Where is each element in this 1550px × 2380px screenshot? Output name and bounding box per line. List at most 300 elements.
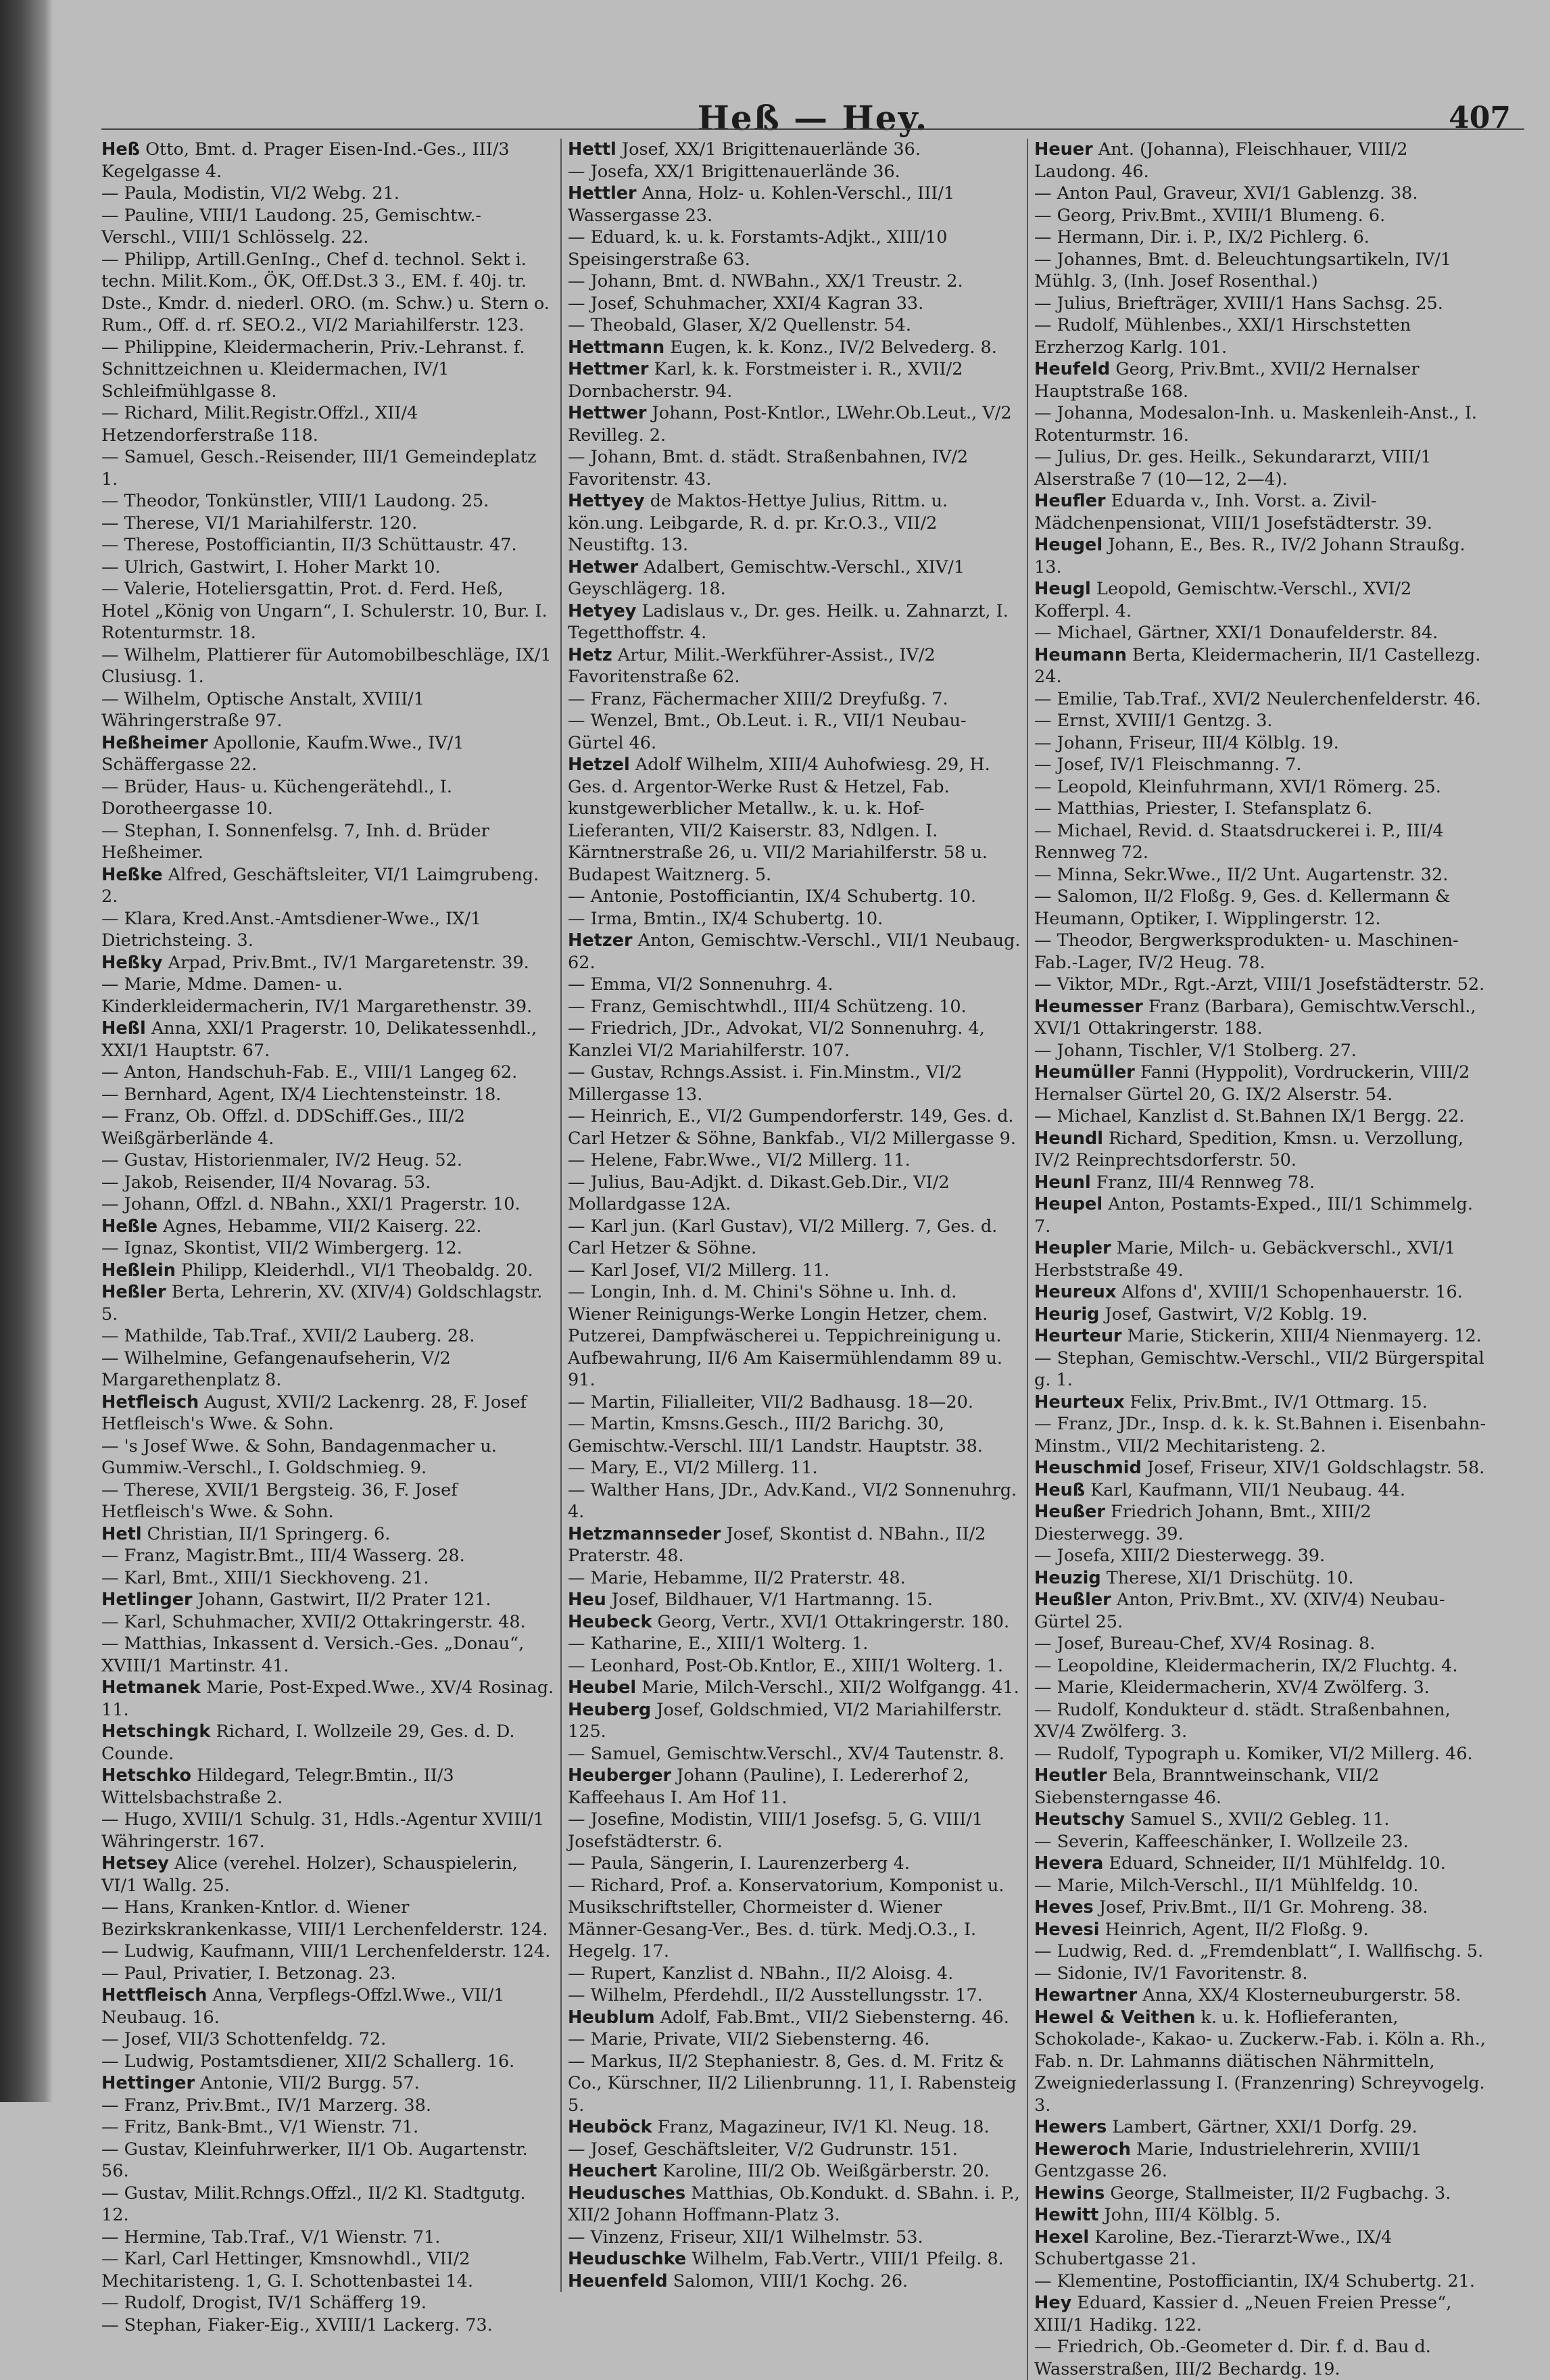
entry-text: — Karl, Carl Hettinger, Kmsnowhdl., VII/2 Mechitaristeng. 1, G. I. Schottenbastei 14. — [101, 2249, 473, 2291]
directory-entry — [101, 183, 554, 205]
entry-text: Anna, Holz- u. Kohlen-Verschl., III/1 Wassergasse 23. — [568, 183, 955, 226]
entry-text: — Josefine, Modistin, VIII/1 Josefsg. 5, G. VIII/1 Josefstädterstr. 6. — [568, 1809, 984, 1852]
directory-entry — [1034, 1677, 1487, 1699]
entry-text: — Karl, Schuhmacher, XVII/2 Ottakringerstr. 48. — [101, 1611, 526, 1632]
entry-text: — Ulrich, Gastwirt, I. Hoher Markt 10. — [101, 556, 441, 577]
directory-entry — [568, 358, 1021, 402]
column-3 — [1034, 139, 1487, 2380]
entry-text: — Karl Josef, VI/2 Millerg. 11. — [568, 1260, 830, 1281]
entry-text: — Josef, Schuhmacher, XXI/4 Kagran 33. — [568, 293, 924, 314]
entry-text: George, Stallmeister, II/2 Fugbachg. 3. — [1105, 2183, 1451, 2204]
directory-entry — [101, 732, 554, 776]
entry-text: Johann, E., Bes. R., IV/2 Johann Straußg. 13. — [1034, 535, 1466, 577]
directory-entry — [101, 1018, 554, 1062]
directory-entry — [568, 227, 1021, 270]
entry-text: — Ludwig, Postamtsdiener, XII/2 Schallerg. 16. — [101, 2051, 515, 2072]
entry-text: — Franz, Magistr.Bmt., III/4 Wasserg. 28. — [101, 1546, 465, 1566]
entry-surname: Heuß — [1034, 1479, 1086, 1500]
directory-entry — [101, 908, 554, 952]
entry-surname: Hetmanek — [101, 1677, 201, 1698]
entry-text: — Johann, Offzl. d. NBahn., XXI/1 Pragerstr. 10. — [101, 1194, 520, 1214]
directory-entry — [1034, 864, 1487, 886]
directory-entry — [568, 1699, 1021, 1743]
entry-text: — Marie, Kleidermacherin, XV/4 Zwölferg. 3. — [1034, 1677, 1430, 1698]
directory-entry — [1034, 1853, 1487, 1875]
directory-entry — [101, 2051, 554, 2073]
directory-entry — [1034, 1479, 1487, 1502]
directory-entry — [568, 930, 1021, 974]
entry-surname: Heuer — [1034, 139, 1093, 160]
entry-text: Philipp, Kleiderhdl., VI/1 Theobaldg. 20. — [175, 1260, 533, 1281]
entry-text: Eduard, Kassier d. „Neuen Freien Presse“, XIII/1 Hadikg. 122. — [1034, 2293, 1452, 2335]
directory-entry — [101, 2292, 554, 2314]
entry-surname: Heugel — [1034, 535, 1103, 555]
entry-text: — Franz, Priv.Bmt., IV/1 Marzerg. 38. — [101, 2095, 431, 2116]
entry-surname: Hevesi — [1034, 1919, 1100, 1940]
directory-page — [101, 81, 1524, 2379]
entry-text: — Matthias, Inkassent d. Versich.-Ges. „Donau“, XVIII/1 Martinstr. 41. — [101, 1634, 525, 1676]
entry-text: — Viktor, MDr., Rgt.-Arzt, VIII/1 Josefstädterstr. 52. — [1034, 974, 1485, 995]
entry-surname: Hettwer — [568, 403, 647, 423]
directory-entry — [568, 1611, 1021, 1634]
entry-text: Salomon, VIII/1 Kochg. 26. — [667, 2270, 909, 2291]
entry-text: — Samuel, Gesch.-Reisender, III/1 Gemeindeplatz 1. — [101, 447, 537, 490]
entry-surname: Hetzel — [568, 755, 630, 775]
entry-text: Josef, Friseur, XIV/1 Goldschlagstr. 58. — [1141, 1458, 1485, 1478]
entry-text: de Maktos-Hettye Julius, Rittm. u. kön.ung. Leibgarde, R. d. pr. Kr.O.3., VII/2 Neustiftg. 13. — [568, 491, 948, 555]
entry-surname: Heßke — [101, 864, 163, 885]
directory-entry — [101, 1963, 554, 1985]
directory-entry — [1034, 2116, 1487, 2139]
directory-entry — [101, 820, 554, 864]
directory-entry — [101, 776, 554, 820]
entry-text: Arpad, Priv.Bmt., IV/1 Margaretenstr. 39. — [162, 952, 529, 973]
entry-surname: Hexel — [1034, 2227, 1090, 2247]
directory-entry — [1034, 2270, 1487, 2293]
directory-entry — [1034, 1875, 1487, 1897]
directory-entry — [1034, 1128, 1487, 1172]
directory-entry — [101, 1149, 554, 1172]
directory-entry — [101, 578, 554, 644]
entry-text: Josef, Gastwirt, V/2 Koblg. 19. — [1099, 1304, 1368, 1325]
entry-surname: Heuböck — [568, 2117, 652, 2137]
entry-text: Alfred, Geschäftsleiter, VI/1 Laimgrubeng. 2. — [101, 864, 539, 907]
directory-entry — [101, 2116, 554, 2139]
entry-surname: Heumüller — [1034, 1062, 1135, 1082]
entry-text: — Karl, Bmt., XIII/1 Sieckhoveng. 21. — [101, 1567, 429, 1588]
entry-text: — Klementine, Postofficiantin, IX/4 Schubertg. 21. — [1034, 2270, 1475, 2291]
entry-surname: Hettmer — [568, 359, 649, 379]
entry-text: Therese, XI/1 Drischütg. 10. — [1100, 1567, 1354, 1588]
entry-text: — Marie, Hebamme, II/2 Praterstr. 48. — [568, 1567, 906, 1588]
entry-text: Eduard, Schneider, II/1 Mühlfeldg. 10. — [1103, 1853, 1446, 1874]
entry-text: Karoline, Bez.-Tierarzt-Wwe., IX/4 Schubertgasse 21. — [1034, 2227, 1392, 2269]
entry-text: — Samuel, Gemischtw.Verschl., XV/4 Tautenstr. 8. — [568, 1743, 1004, 1764]
entry-surname: Heuchert — [568, 2161, 658, 2181]
directory-entry — [101, 2248, 554, 2292]
entry-text: Georg, Vertr., XVI/1 Ottakringerstr. 180. — [652, 1611, 1010, 1632]
entry-text: — Helene, Fabr.Wwe., VI/2 Millerg. 11. — [568, 1150, 911, 1170]
directory-entry — [1034, 1172, 1487, 1194]
directory-entry — [568, 644, 1021, 688]
entry-surname: Hewartner — [1034, 1985, 1138, 2005]
entry-text: August, XVII/2 Lackenrg. 28, F. Josef Hetfleisch's Wwe. & Sohn. — [101, 1391, 527, 1434]
entry-surname: Hey — [1034, 2293, 1072, 2313]
directory-entry — [568, 337, 1021, 359]
directory-entry — [1034, 490, 1487, 534]
directory-entry — [568, 1655, 1021, 1677]
directory-entry — [1034, 1831, 1487, 1853]
entry-surname: Hetsey — [101, 1853, 169, 1874]
directory-entry — [568, 1677, 1021, 1699]
entry-surname: Heufler — [1034, 491, 1106, 511]
directory-entry — [1034, 974, 1487, 996]
entry-text: Antonie, VII/2 Burgg. 57. — [195, 2073, 420, 2093]
entry-text: — Marie, Milch-Verschl., II/1 Mühlfeldg. 10. — [1034, 1875, 1419, 1896]
entry-surname: Heurteux — [1034, 1391, 1125, 1412]
entry-text: Lambert, Gärtner, XXI/1 Dorfg. 29. — [1107, 2117, 1418, 2137]
directory-entry — [1034, 754, 1487, 776]
directory-entry — [1034, 1457, 1487, 1479]
entry-surname: Hettfleisch — [101, 1985, 208, 2005]
entry-text: — Sidonie, IV/1 Favoritenstr. 8. — [1034, 1963, 1308, 1984]
entry-text: Adolf Wilhelm, XIII/4 Auhofwiesg. 29, H. Ges. d. Argentor-Werke Rust & Hetzel, Fab. kunstgewerblicher Metallw., k. u. k. Hof-Lieferanten, VII/2 Kaiserstr. 83, Ndlgen. I. Kärntnerstraße 26, u. VII/2 Mariahilferstr. 58 u. Budapest Waitznerg. 5. — [568, 755, 990, 885]
entry-text: — Stephan, Gemischtw.-Verschl., VII/2 Bürgerspital g. 1. — [1034, 1348, 1484, 1390]
directory-entry — [1034, 710, 1487, 732]
directory-entry — [568, 1853, 1021, 1875]
directory-entry — [101, 1567, 554, 1590]
entry-text: Heinrich, Agent, II/2 Floßg. 9. — [1099, 1919, 1369, 1940]
entry-text: — Josefa, XIII/2 Diesterwegg. 39. — [1034, 1546, 1326, 1566]
directory-entry — [101, 1062, 554, 1084]
directory-entry — [568, 490, 1021, 556]
directory-entry — [1034, 1040, 1487, 1062]
entry-text: — Hermann, Dir. i. P., IX/2 Pichlerg. 6. — [1034, 227, 1370, 247]
directory-entry — [568, 1149, 1021, 1172]
directory-entry — [568, 2227, 1021, 2249]
directory-entry — [101, 402, 554, 446]
entry-text: Anna, XX/4 Klosterneuburgerstr. 58. — [1137, 1985, 1461, 2005]
directory-entry — [1034, 578, 1487, 622]
entry-text: — Emilie, Tab.Traf., XVI/2 Neulerchenfelderstr. 46. — [1034, 688, 1481, 709]
entry-text: — Therese, Postofficiantin, II/3 Schüttaustr. 47. — [101, 535, 517, 555]
entry-text: Alfons d', XVIII/1 Schopenhauerstr. 16. — [1116, 1282, 1463, 1302]
directory-entry — [568, 161, 1021, 183]
directory-entry — [1034, 227, 1487, 249]
entry-text: — Gustav, Historienmaler, IV/2 Heug. 52. — [101, 1150, 462, 1170]
entry-surname: Hetl — [101, 1523, 142, 1544]
entry-text: — Katharine, E., XIII/1 Wolterg. 1. — [568, 1634, 869, 1654]
entry-text: Anton, Priv.Bmt., XV. (XIV/4) Neubau-Gürtel 25. — [1034, 1590, 1445, 1632]
page-number: 407 — [1449, 101, 1511, 135]
entry-text: Bela, Branntweinschank, VII/2 Siebensterngasse 46. — [1034, 1765, 1380, 1808]
directory-entry — [1034, 1281, 1487, 1304]
entry-text: Berta, Lehrerin, XV. (XIV/4) Goldschlagstr. 5. — [101, 1282, 543, 1325]
entry-text: Matthias, Ob.Kondukt. d. SBahn. i. P., XII/2 Johann Hoffmann-Platz 3. — [568, 2183, 1020, 2225]
directory-entry — [1034, 1633, 1487, 1655]
entry-text: — Stephan, Fiaker-Eig., XVIII/1 Lackerg. 73. — [101, 2314, 493, 2335]
directory-entry — [101, 139, 554, 183]
entry-text: Richard, Spedition, Kmsn. u. Verzollung, IV/2 Reinprechtsdorferstr. 50. — [1034, 1128, 1464, 1170]
entry-surname: Hetzmannseder — [568, 1523, 721, 1544]
directory-entry — [568, 2183, 1021, 2227]
directory-entry — [1034, 139, 1487, 183]
entry-text: Agnes, Hebamme, VII/2 Kaiserg. 22. — [158, 1216, 482, 1237]
entry-text: Eduarda v., Inh. Vorst. a. Zivil-Mädchenpensionat, VIII/1 Josefstädterstr. 39. — [1034, 491, 1432, 533]
entry-surname: Heublum — [568, 2007, 655, 2028]
entry-text: — Gustav, Kleinfuhrwerker, II/1 Ob. Augartenstr. 56. — [101, 2139, 528, 2181]
entry-surname: Heßky — [101, 952, 163, 973]
entry-surname: Heunl — [1034, 1172, 1091, 1193]
entry-text: — Heinrich, E., VI/2 Gumpendorferstr. 149, Ges. d. Carl Hetzer & Söhne, Bankfab., VI/2 Millergasse 9. — [568, 1106, 1016, 1149]
entry-text: — Fritz, Bank-Bmt., V/1 Wienstr. 71. — [101, 2117, 419, 2137]
entry-surname: Hevera — [1034, 1853, 1104, 1874]
directory-entry — [1034, 1809, 1487, 1831]
entry-text: — Martin, Filialleiter, VII/2 Badhausg. 18—20. — [568, 1391, 973, 1412]
entry-text: — Paula, Sängerin, I. Laurenzerberg 4. — [568, 1853, 910, 1874]
entry-text: Adolf, Fab.Bmt., VII/2 Siebensterng. 46. — [654, 2007, 1009, 2028]
entry-text: — Mary, E., VI/2 Millerg. 11. — [568, 1458, 818, 1478]
entry-text: — Josef, Geschäftsleiter, V/2 Gudrunstr. 151. — [568, 2139, 958, 2160]
entry-surname: Heumesser — [1034, 996, 1143, 1017]
directory-entry — [101, 1172, 554, 1194]
entry-text: — Matthias, Priester, I. Stefansplatz 6. — [1034, 799, 1373, 819]
entry-surname: Heuenfeld — [568, 2270, 668, 2291]
entry-text: Marie, Industrielehrerin, XVIII/1 Gentzgasse 26. — [1034, 2139, 1422, 2181]
entry-text: Wilhelm, Fab.Vertr., VIII/1 Pfeilg. 8. — [686, 2249, 1004, 2269]
directory-entry — [101, 1677, 554, 1721]
entry-text: — Wilhelm, Pferdehdl., II/2 Ausstellungsstr. 17. — [568, 1985, 983, 2005]
directory-entry — [1034, 886, 1487, 930]
entry-text: — Emma, VI/2 Sonnenuhrg. 4. — [568, 974, 833, 995]
directory-entry — [568, 1457, 1021, 1479]
entry-text: — Wilhelmine, Gefangenaufseherin, V/2 Margarethenplatz 8. — [101, 1348, 451, 1390]
directory-entry — [1034, 1193, 1487, 1237]
entry-text: — Theodor, Tonkünstler, VIII/1 Laudong. 25. — [101, 491, 489, 511]
directory-entry — [568, 556, 1021, 600]
directory-entry — [568, 2116, 1021, 2139]
entry-text: Berta, Kleidermacherin, II/1 Castellezg. 24. — [1034, 644, 1481, 687]
entry-text: — Therese, VI/1 Mariahilferstr. 120. — [101, 513, 418, 533]
entry-text: — Julius, Dr. ges. Heilk., Sekundararzt, VIII/1 Alserstraße 7 (10—12, 2—4). — [1034, 447, 1432, 490]
entry-surname: Heuschmid — [1034, 1458, 1142, 1478]
directory-entry — [568, 314, 1021, 337]
directory-entry — [1034, 1062, 1487, 1105]
directory-entry — [101, 2072, 554, 2095]
directory-entry — [101, 2227, 554, 2249]
entry-text: Leopold, Gemischtw.-Verschl., XVI/2 Kofferpl. 4. — [1034, 579, 1412, 621]
directory-entry — [1034, 1765, 1487, 1809]
directory-entry — [568, 908, 1021, 930]
entry-surname: Heweroch — [1034, 2139, 1131, 2160]
directory-entry — [101, 1391, 554, 1435]
entry-text: — Anton Paul, Graveur, XVI/1 Gablenzg. 38. — [1034, 183, 1418, 204]
entry-text: — Franz, Ob. Offzl. d. DDSchiff.Ges., III/2 Weißgärberlände 4. — [101, 1106, 465, 1149]
directory-entry — [1034, 1413, 1487, 1457]
entry-surname: Heudusches — [568, 2183, 686, 2204]
entry-text: — Johann, Tischler, V/1 Stolberg. 27. — [1034, 1040, 1357, 1061]
entry-text: Josef, Bildhauer, V/1 Hartmanng. 15. — [606, 1590, 934, 1610]
entry-text: — Rudolf, Mühlenbes., XXI/1 Hirschstetten Erzherzog Karlg. 101. — [1034, 315, 1411, 358]
directory-entry — [1034, 2227, 1487, 2270]
directory-entry — [1034, 1984, 1487, 2007]
entry-text: — Richard, Prof. a. Konservatorium, Komponist u. Musikschriftsteller, Chormeister d. Wiener Männer-Gesang-Ver., Bes. d. türk. Medj.O.3., I. Hegelg. 17. — [568, 1875, 1004, 1961]
entry-surname: Hetzer — [568, 930, 633, 951]
entry-surname: Heßle — [101, 1216, 158, 1237]
directory-entry — [101, 490, 554, 513]
entry-text: Alice (verehel. Holzer), Schauspielerin, VI/1 Wallg. 25. — [101, 1853, 518, 1896]
directory-entry — [568, 1413, 1021, 1457]
directory-entry — [568, 1765, 1021, 1809]
directory-entry — [568, 2270, 1021, 2293]
entry-text: — Michael, Gärtner, XXI/1 Donaufelderstr. 84. — [1034, 623, 1438, 643]
directory-entry — [568, 1963, 1021, 1985]
book-binding-shadow — [0, 0, 53, 2102]
entry-text: Hildegard, Telegr.Bmtin., II/3 Wittelsbachstraße 2. — [101, 1765, 454, 1808]
entry-text: — Therese, XVII/1 Bergsteig. 36, F. Josef Hetfleisch's Wwe. & Sohn. — [101, 1479, 458, 1522]
header-divider — [101, 128, 1524, 130]
entry-text: — Walther Hans, JDr., Adv.Kand., VI/2 Sonnenuhrg. 4. — [568, 1479, 1017, 1522]
entry-text: — Gustav, Rchngs.Assist. i. Fin.Minstm., VI/2 Millergasse 13. — [568, 1062, 963, 1105]
entry-text: Eugen, k. k. Konz., IV/2 Belvederg. 8. — [664, 337, 997, 358]
entry-surname: Hewins — [1034, 2183, 1105, 2204]
directory-entry — [101, 688, 554, 732]
entry-text: — Hermine, Tab.Traf., V/1 Wienstr. 71. — [101, 2227, 441, 2247]
entry-surname: Hetlinger — [101, 1590, 193, 1610]
directory-entry — [101, 1281, 554, 1325]
entry-text: — Hans, Kranken-Kntlor. d. Wiener Bezirkskrankenkasse, VIII/1 Lerchenfelderstr. 124. — [101, 1897, 548, 1940]
directory-entry — [101, 1721, 554, 1765]
directory-entry — [101, 1941, 554, 1963]
entry-surname: Heßl — [101, 1018, 146, 1039]
entry-text: — Friedrich, JDr., Advokat, VI/2 Sonnenuhrg. 4, Kanzlei VI/2 Mariahilferstr. 107. — [568, 1018, 985, 1061]
entry-text: — Jakob, Reisender, II/4 Novarag. 53. — [101, 1172, 431, 1193]
directory-entry — [101, 644, 554, 688]
directory-entry — [568, 1105, 1021, 1149]
entry-surname: Heupel — [1034, 1194, 1103, 1214]
entry-text: — Franz, Gemischtwhdl., III/4 Schützeng. 10. — [568, 996, 967, 1017]
entry-surname: Hewitt — [1034, 2205, 1099, 2225]
entry-surname: Heßheimer — [101, 732, 208, 753]
entry-text: — Salomon, II/2 Floßg. 9, Ges. d. Kellermann & Heumann, Optiker, I. Wipplingerstr. 12. — [1034, 886, 1451, 929]
entry-surname: Hetz — [568, 644, 612, 665]
directory-entry — [1034, 1699, 1487, 1743]
directory-entry — [568, 1984, 1021, 2007]
directory-entry — [1034, 2292, 1487, 2336]
directory-entry — [568, 1260, 1021, 1282]
directory-entry — [1034, 1919, 1487, 1941]
directory-entry — [101, 1084, 554, 1106]
entry-surname: Heureux — [1034, 1282, 1117, 1302]
directory-entry — [1034, 2007, 1487, 2117]
entry-surname: Heußer — [1034, 1502, 1106, 1522]
entry-text: — Irma, Bmtin., IX/4 Schubertg. 10. — [568, 908, 883, 929]
entry-text: Anna, XXI/1 Pragerstr. 10, Delikatessenhdl., XXI/1 Hauptstr. 67. — [101, 1018, 537, 1061]
directory-entry — [1034, 798, 1487, 820]
directory-entry — [1034, 2183, 1487, 2205]
entry-text: Karl, k. k. Forstmeister i. R., XVII/2 Dornbacherstr. 94. — [568, 359, 963, 402]
entry-text: — Theobald, Glaser, X/2 Quellenstr. 54. — [568, 315, 912, 335]
directory-entry — [568, 270, 1021, 293]
entry-text: — Gustav, Milit.Rchngs.Offzl., II/2 Kl. Stadtgutg. 12. — [101, 2183, 526, 2225]
entry-text: — Anton, Handschuh-Fab. E., VIII/1 Langeg 62. — [101, 1062, 518, 1082]
directory-entry — [568, 1567, 1021, 1590]
directory-entry — [1034, 249, 1487, 293]
entry-text: — Pauline, VIII/1 Laudong. 25, Gemischtw.-Verschl., VIII/1 Schlösselg. 22. — [101, 205, 482, 247]
entry-text: Richard, I. Wollzeile 29, Ges. d. D. Counde. — [101, 1721, 515, 1764]
directory-entry — [101, 2095, 554, 2117]
directory-entry — [568, 886, 1021, 908]
directory-entry — [101, 1765, 554, 1809]
entry-text: — 's Josef Wwe. & Sohn, Bandagenmacher u. Gummiw.-Verschl., I. Goldschmieg. 9. — [101, 1435, 497, 1478]
directory-entry — [1034, 358, 1487, 402]
directory-entry — [101, 1193, 554, 1216]
entry-text: — Michael, Kanzlist d. St.Bahnen IX/1 Bergg. 22. — [1034, 1106, 1465, 1126]
directory-entry — [568, 1281, 1021, 1391]
entry-text: — Franz, JDr., Insp. d. k. k. St.Bahnen i. Eisenbahn-Minstm., VII/2 Mechitaristeng. 2. — [1034, 1414, 1486, 1456]
entry-text: Otto, Bmt. d. Prager Eisen-Ind.-Ges., III/3 Kegelgasse 4. — [101, 139, 510, 182]
entry-text: Johann (Pauline), I. Ledererhof 2, Kaffeehaus I. Am Hof 11. — [568, 1765, 969, 1808]
entry-text: — Julius, Bau-Adjkt. d. Dikast.Geb.Dir., VI/2 Mollardgasse 12A. — [568, 1172, 950, 1214]
directory-entry — [1034, 314, 1487, 358]
entry-text: — Severin, Kaffeeschänker, I. Wollzeile 23. — [1034, 1831, 1409, 1852]
entry-surname: Heutler — [1034, 1765, 1107, 1786]
entry-text: Franz, Magazineur, IV/1 Kl. Neug. 18. — [652, 2117, 990, 2137]
directory-entry — [101, 446, 554, 490]
entry-text: Franz, III/4 Rennweg 78. — [1090, 1172, 1315, 1193]
entry-text: Adalbert, Gemischtw.-Verschl., XIV/1 Geyschlägerg. 18. — [568, 556, 965, 599]
entry-text: — Bernhard, Agent, IX/4 Liechtensteinstr. 18. — [101, 1084, 502, 1105]
entry-text: — Minna, Sekr.Wwe., II/2 Unt. Augartenstr. 32. — [1034, 864, 1449, 885]
page-title: Heß — Hey. — [697, 98, 929, 138]
directory-entry — [568, 2007, 1021, 2029]
entry-text: — Franz, Fächermacher XIII/2 Dreyfußg. 7. — [568, 688, 948, 709]
entry-surname: Heuduschke — [568, 2249, 687, 2269]
entry-surname: Heupler — [1034, 1238, 1111, 1258]
entry-surname: Hettl — [568, 139, 616, 160]
entry-text: — Josef, Bureau-Chef, XV/4 Rosinag. 8. — [1034, 1634, 1376, 1654]
entry-surname: Heßler — [101, 1282, 166, 1302]
entry-surname: Hetfleisch — [101, 1391, 199, 1412]
directory-entry — [1034, 446, 1487, 490]
entry-text: — Stephan, I. Sonnenfelsg. 7, Inh. d. Brüder Heßheimer. — [101, 820, 489, 863]
entry-surname: Heumann — [1034, 644, 1127, 665]
entry-surname: Hettler — [568, 183, 637, 204]
directory-entry — [1034, 205, 1487, 227]
entry-text: Marie, Milch-Verschl., XII/2 Wolfgangg. 41. — [636, 1677, 1019, 1698]
entry-text: — Wilhelm, Plattierer für Automobilbeschläge, IX/1 Clusiusg. 1. — [101, 644, 552, 687]
entry-text: — Rudolf, Kondukteur d. städt. Straßenbahnen, XV/4 Zwölferg. 3. — [1034, 1699, 1451, 1742]
directory-entry — [1034, 1963, 1487, 1985]
entry-text: Josef, Goldschmied, VI/2 Mariahilferstr. 125. — [568, 1699, 1002, 1742]
entry-text: — Ludwig, Red. d. „Fremdenblatt“, I. Wallfischg. 5. — [1034, 1941, 1484, 1961]
entry-text: — Longin, Inh. d. M. Chini's Söhne u. Inh. d. Wiener Reinigungs-Werke Longin Hetzer, chem. Putzerei, Dampfwäscherei u. Teppichreinigung u. Aufbewahrung, II/6 Am Kaisermühlendamm 89 u. 91. — [568, 1282, 1003, 1390]
directory-entry — [568, 1391, 1021, 1414]
entry-text: Ant. (Johanna), Fleischhauer, VIII/2 Laudong. 46. — [1034, 139, 1408, 182]
entry-text: — Richard, Milit.Registr.Offzl., XII/4 Hetzendorferstraße 118. — [101, 403, 418, 446]
entry-surname: Heu — [568, 1590, 606, 1610]
directory-entry — [101, 1105, 554, 1149]
entry-text: Artur, Milit.-Werkführer-Assist., IV/2 Favoritenstraße 62. — [568, 644, 936, 687]
directory-entry — [568, 1018, 1021, 1062]
directory-entry — [568, 996, 1021, 1018]
entry-text: — Wilhelm, Optische Anstalt, XVIII/1 Währingerstraße 97. — [101, 688, 425, 731]
entry-text: Apollonie, Kaufm.Wwe., IV/1 Schäffergasse 22. — [101, 732, 464, 775]
directory-entry — [1034, 1743, 1487, 1765]
directory-entry — [1034, 996, 1487, 1040]
entry-surname: Heuzig — [1034, 1567, 1101, 1588]
directory-entry — [1034, 776, 1487, 799]
